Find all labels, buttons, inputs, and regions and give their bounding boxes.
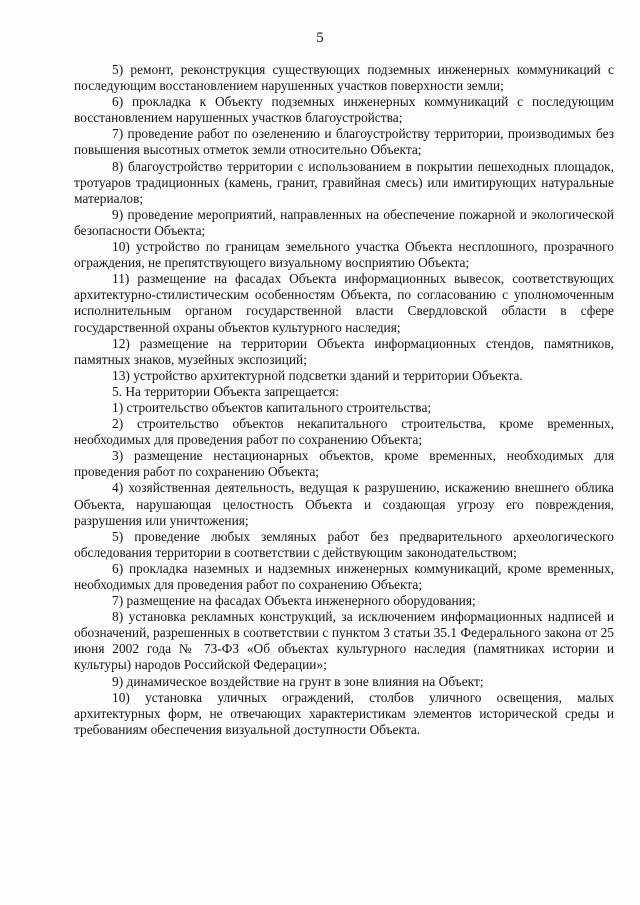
paragraph: 7) размещение на фасадах Объекта инженерного оборудования;	[112, 593, 476, 609]
paragraph: 2) строительство объектов некапитального строительства, кроме временных, необходимых для проведения работ по сохранению Объекта;	[74, 416, 614, 448]
paragraph: 6) прокладка к Объекту подземных инженерных коммуникаций с последующим восстановлением нарушенных участков благоустройства;	[74, 94, 614, 126]
paragraph: 10) установка уличных ограждений, столбов уличного освещения, малых архитектурных форм, не отвечающих характеристикам элементов исторической среды и требованиям обеспечения визуальной доступности Объекта.	[74, 689, 614, 737]
section-heading: 5. На территории Объекта запрещается:	[112, 383, 339, 399]
document-body	[74, 62, 614, 738]
paragraph: 5) проведение любых земляных работ без предварительного археологического обследования территории в соответствии с действующим законодательством;	[74, 528, 614, 560]
page-number: 5	[316, 30, 324, 46]
paragraph: 1) строительство объектов капитального строительства;	[112, 399, 432, 415]
paragraph: 4) хозяйственная деятельность, ведущая к разрушению, искажению внешнего облика Объекта, нарушающая целостность Объекта и создающая угрозу его повреждения, разрушения или уничтожения;	[74, 480, 614, 528]
paragraph: 8) установка рекламных конструкций, за исключением информационных надписей и обозначений, разрешенных в соответствии с пунктом 3 статьи 35.1 Федерального закона от 25 июня 2002 года № 73-ФЗ «Об объектах культурного наследия (памятниках истории и культуры) народов Российской Федерации»;	[74, 609, 614, 673]
paragraph: 12) размещение на территории Объекта информационных стендов, памятников, памятных знаков, музейных экспозиций;	[74, 335, 614, 367]
paragraph: 10) устройство по границам земельного участка Объекта несплошного, прозрачного ограждения, не препятствующего визуальному восприятию Объекта;	[74, 239, 614, 271]
paragraph: 6) прокладка наземных и надземных инженерных коммуникаций, кроме временных, необходимых для проведения работ по сохранению Объекта;	[74, 560, 614, 592]
paragraph: 3) размещение нестационарных объектов, кроме временных, необходимых для проведения работ по сохранению Объекта;	[74, 448, 614, 480]
paragraph: 9) проведение мероприятий, направленных на обеспечение пожарной и экологической безопасности Объекта;	[74, 206, 614, 238]
paragraph: 11) размещение на фасадах Объекта информационных вывесок, соответствующих архитектурно-стилистическим особенностям Объекта, по согласованию с уполномоченным исполнительным органом государственной власти Свердловской области в сфере государственной охраны объектов культурного наследия;	[74, 271, 614, 335]
paragraph: 13) устройство архитектурной подсветки зданий и территории Объекта.	[112, 367, 523, 383]
paragraph: 5) ремонт, реконструкция существующих подземных инженерных коммуникаций с последующим восстановлением нарушенных участков поверхности земли;	[74, 62, 614, 94]
paragraph: 9) динамическое воздействие на грунт в зоне влияния на Объект;	[112, 673, 484, 689]
paragraph: 8) благоустройство территории с использованием в покрытии пешеходных площадок, тротуаров традиционных (камень, гранит, гравийная смесь) или имитирующих натуральные материалов;	[74, 158, 614, 206]
paragraph: 7) проведение работ по озеленению и благоустройству территории, производимых без повышения высотных отметок земли относительно Объекта;	[74, 126, 614, 158]
